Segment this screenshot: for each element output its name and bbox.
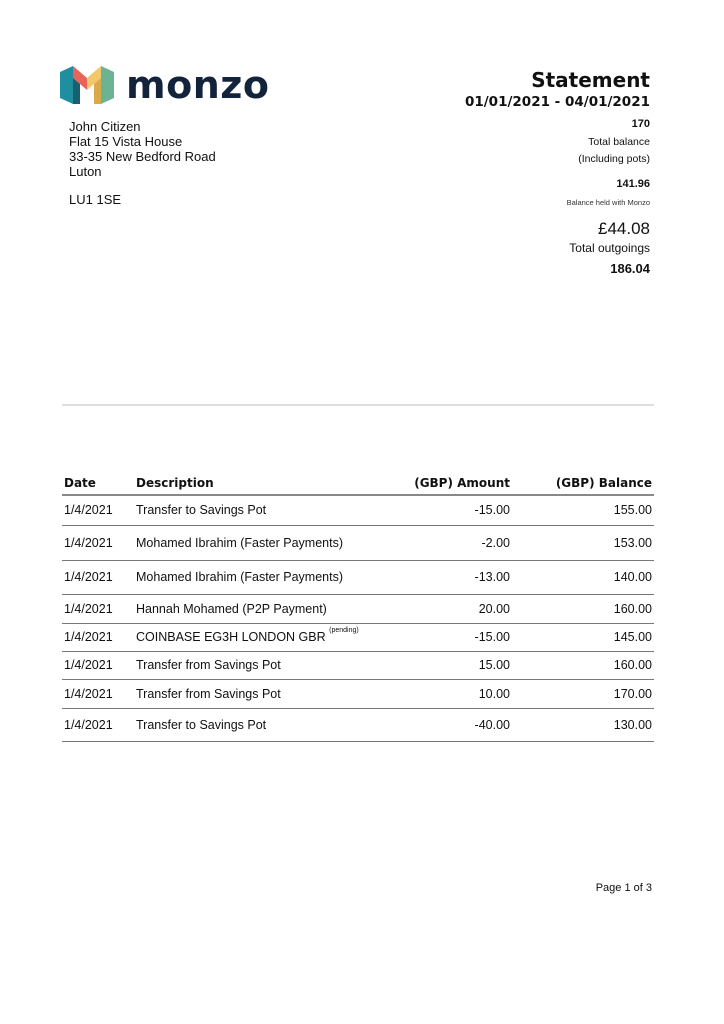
customer-address: [69, 119, 216, 179]
header-description: Description: [134, 472, 388, 495]
row-description: [134, 623, 388, 651]
row-date: 1/4/2021: [62, 594, 134, 623]
row-description: [134, 525, 388, 560]
statement-title: Statement: [531, 68, 650, 92]
table-row: [62, 594, 654, 623]
table-row: [62, 708, 654, 741]
address-line: 33-35 New Bedford Road: [69, 149, 216, 164]
row-date: 1/4/2021: [62, 560, 134, 594]
row-description: [134, 495, 388, 525]
pending-note: (pending): [329, 627, 359, 634]
header-amount: (GBP) Amount: [388, 472, 512, 495]
row-amount: -15.00: [388, 623, 512, 651]
address-line: John Citizen: [69, 119, 141, 134]
table-header-row: [62, 472, 654, 495]
row-description: [134, 560, 388, 594]
held-balance-value: 141.96: [616, 178, 650, 190]
row-amount: -2.00: [388, 525, 512, 560]
statement-period: 01/01/2021 - 04/01/2021: [464, 94, 650, 110]
postcode: LU1 1SE: [69, 192, 122, 207]
row-balance: 145.00: [512, 623, 654, 651]
table-row: [62, 560, 654, 594]
outgoings-extra-value: 186.04: [610, 261, 650, 276]
row-date: 1/4/2021: [62, 495, 134, 525]
page-number: Page 1 of 3: [595, 882, 652, 894]
row-balance: 155.00: [512, 495, 654, 525]
held-balance-label: Balance held with Monzo: [566, 198, 650, 207]
address-line: Luton: [69, 164, 102, 179]
row-amount: 20.00: [388, 594, 512, 623]
row-description-text: Transfer to Savings Pot: [136, 717, 267, 732]
total-outgoings-value: £44.08: [598, 219, 650, 238]
row-balance: 170.00: [512, 679, 654, 708]
row-balance: 130.00: [512, 708, 654, 741]
row-description-text: Transfer from Savings Pot: [136, 686, 281, 701]
row-date: 1/4/2021: [62, 679, 134, 708]
row-description: [134, 594, 388, 623]
row-amount: 15.00: [388, 651, 512, 679]
total-balance-value: 170: [631, 118, 650, 130]
row-description-text: Transfer to Savings Pot: [136, 503, 267, 518]
table-row: [62, 623, 654, 651]
row-description: [134, 651, 388, 679]
table-row: [62, 495, 654, 525]
row-amount: -40.00: [388, 708, 512, 741]
row-date: 1/4/2021: [62, 708, 134, 741]
monzo-m-icon: [60, 64, 114, 106]
row-date: 1/4/2021: [62, 623, 134, 651]
row-description: [134, 708, 388, 741]
monzo-logo: [60, 64, 269, 106]
row-balance: 160.00: [512, 594, 654, 623]
total-balance-label: Total balance: [588, 136, 650, 148]
header-balance: (GBP) Balance: [512, 472, 654, 495]
row-description-text: Hannah Mohamed (P2P Payment): [136, 601, 327, 616]
table-row: [62, 679, 654, 708]
total-balance-note: (Including pots): [578, 153, 650, 165]
row-balance: 140.00: [512, 560, 654, 594]
row-amount: 10.00: [388, 679, 512, 708]
table-row: [62, 651, 654, 679]
row-description-text: Mohamed Ibrahim (Faster Payments): [136, 535, 344, 550]
address-line: Flat 15 Vista House: [69, 134, 183, 149]
row-description-text: COINBASE EG3H LONDON GBR: [136, 630, 326, 644]
row-amount: -15.00: [388, 495, 512, 525]
total-outgoings-label: Total outgoings: [569, 241, 650, 255]
row-description-text: Mohamed Ibrahim (Faster Payments): [136, 570, 344, 584]
row-amount: -13.00: [388, 560, 512, 594]
row-balance: 153.00: [512, 525, 654, 560]
row-date: 1/4/2021: [62, 651, 134, 679]
brand-name: monzo: [126, 63, 270, 107]
transactions-table: [62, 472, 654, 742]
row-description: [134, 679, 388, 708]
table-row: [62, 525, 654, 560]
header-date: Date: [62, 472, 134, 495]
section-divider: [62, 404, 654, 406]
row-description-text: Transfer from Savings Pot: [136, 658, 281, 672]
row-date: 1/4/2021: [62, 525, 134, 560]
row-balance: 160.00: [512, 651, 654, 679]
